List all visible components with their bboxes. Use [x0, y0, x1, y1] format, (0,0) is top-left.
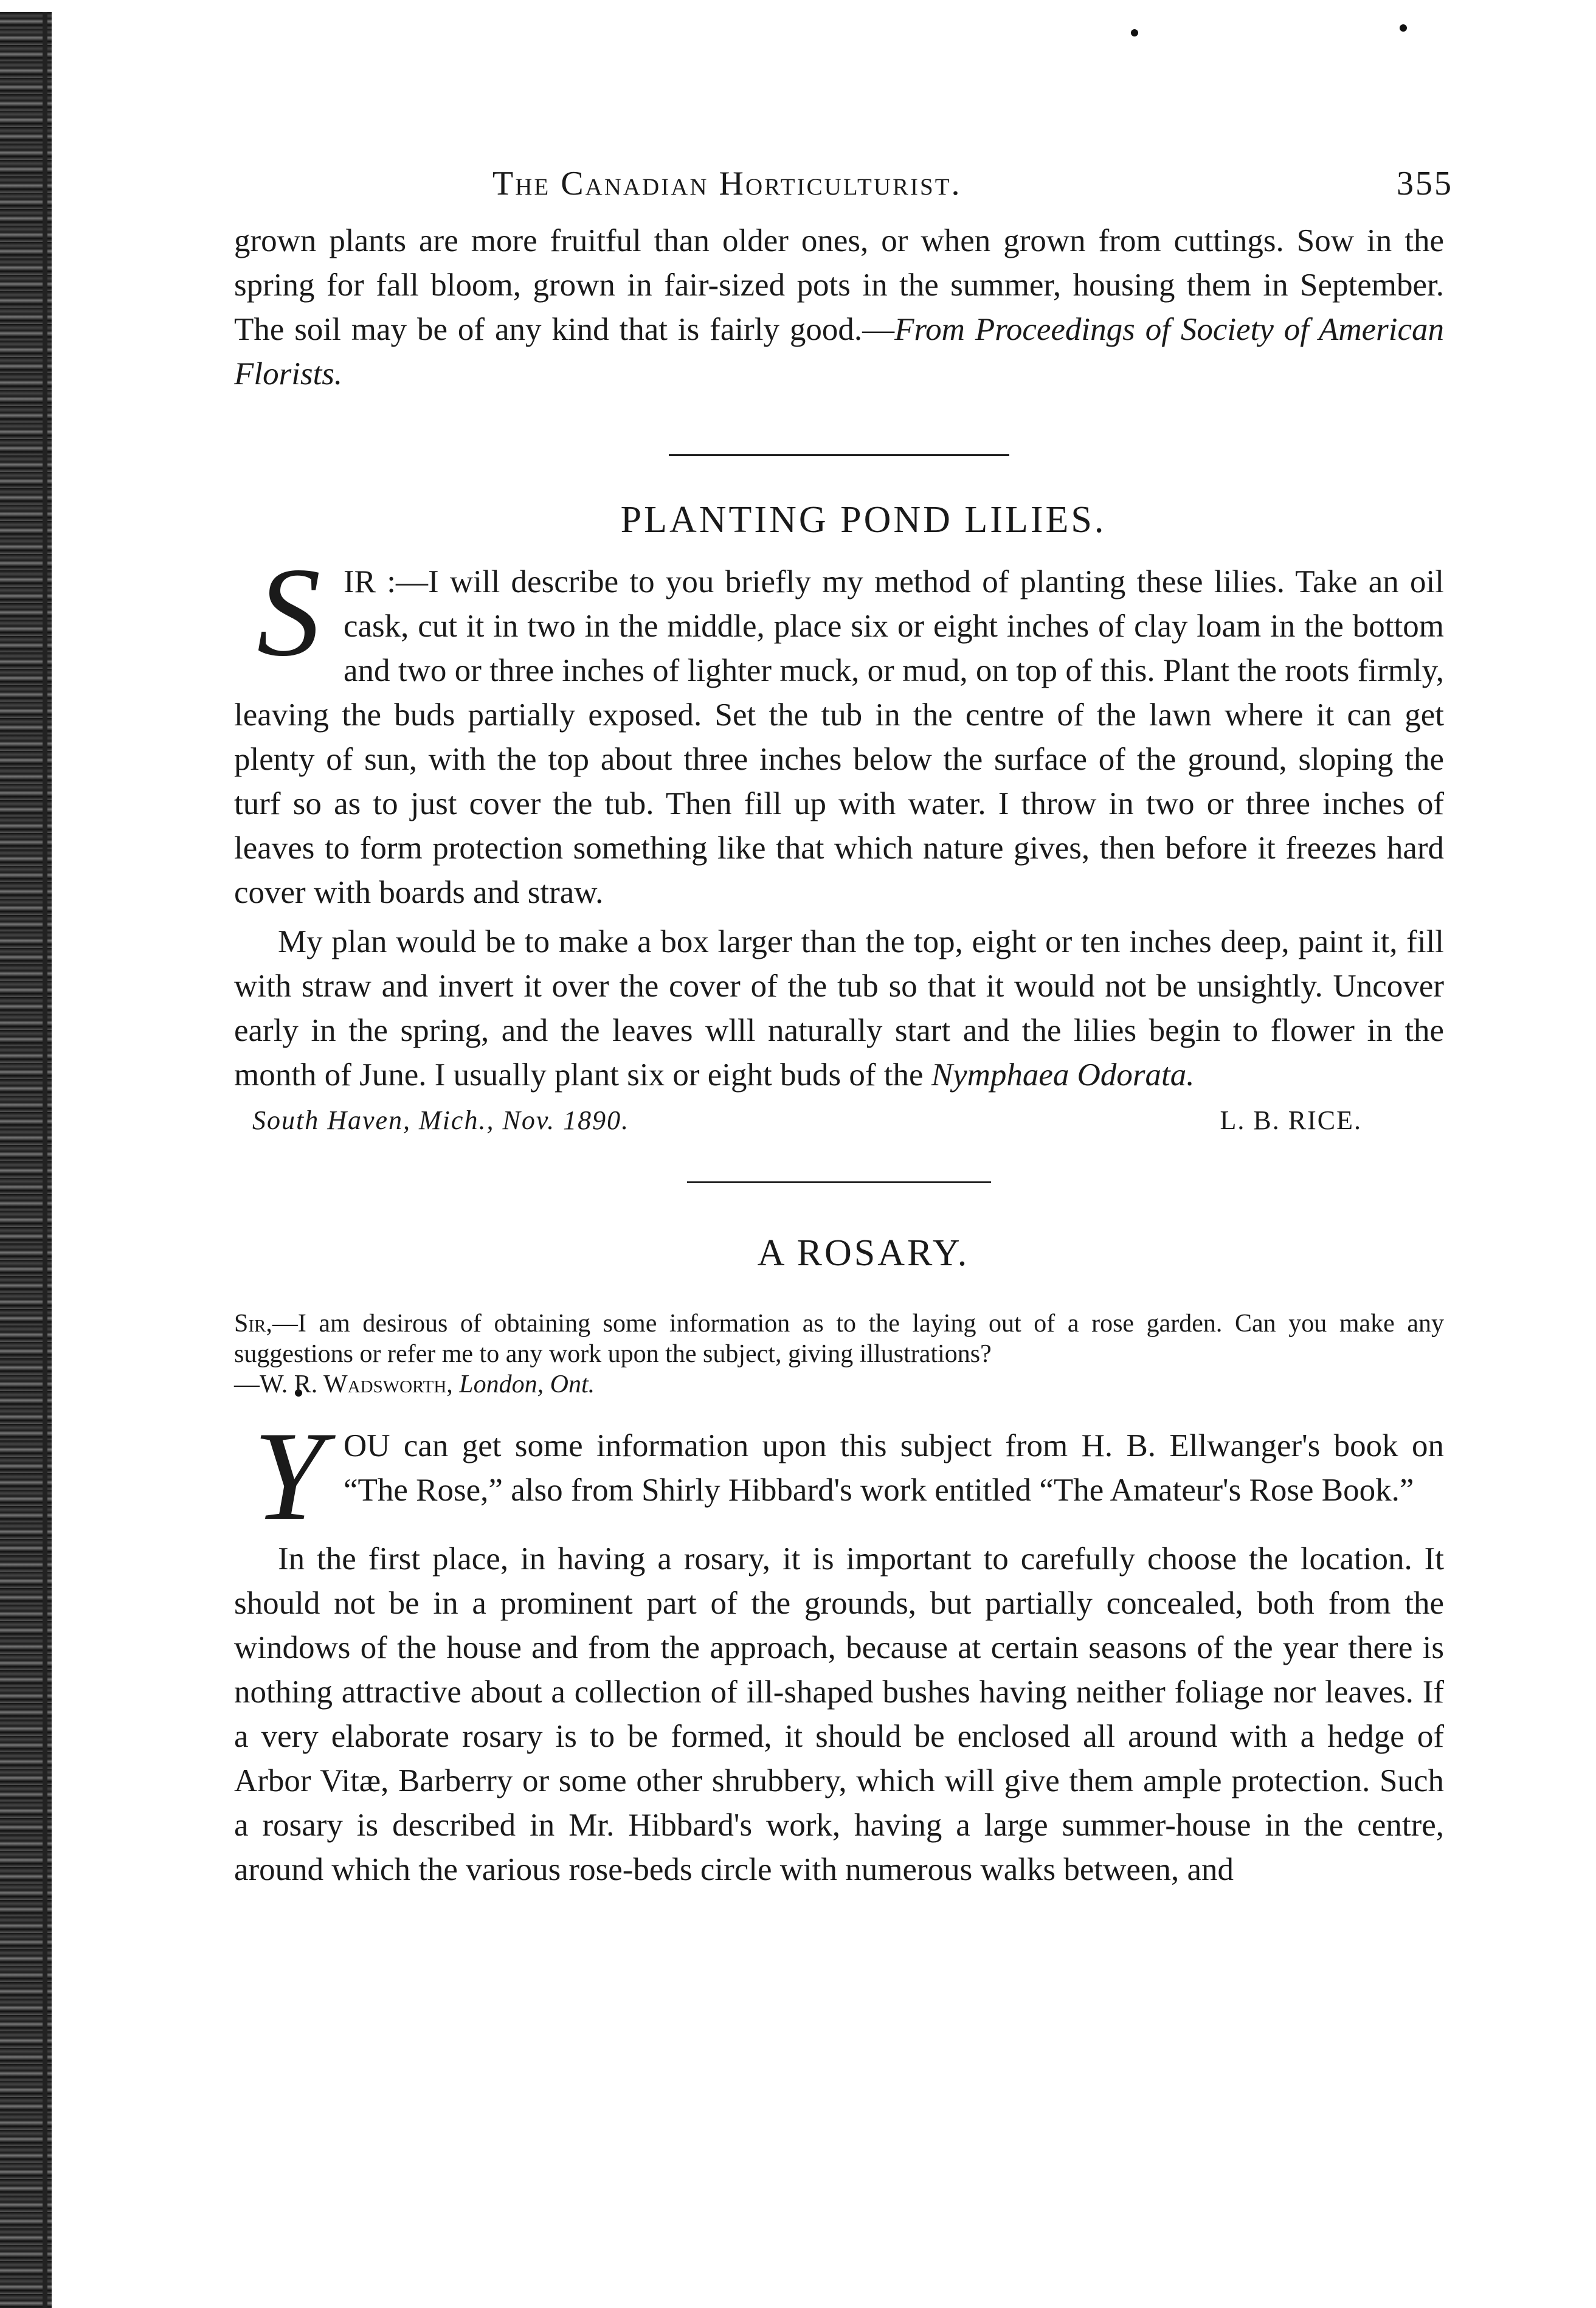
pond-lilies-paragraph-2 — [234, 920, 1444, 1097]
drop-cap-y: Y — [253, 1406, 325, 1547]
article-body-pond-lilies — [234, 542, 1444, 1136]
query-salutation: Sir, — [234, 1310, 272, 1338]
article-heading-pond-lilies: PLANTING POND LILIES. — [620, 499, 1107, 541]
pond-lilies-paragraph-1 — [234, 542, 1444, 915]
species-name: Nymphaea Odorata. — [931, 1057, 1195, 1093]
pond-lilies-text-2: My plan would be to make a box larger than the top, eight or ten inches deep, paint it, fill with straw and invert it over the cover of the tub so that it would not be unsightly. Uncover early in the spring, and the leaves wlll naturally start and the lilies begin to flower in the month of June. I usually plant six or eight buds of the — [234, 924, 1444, 1093]
running-header — [234, 158, 1453, 207]
rosary-paragraph-1 — [234, 1406, 1444, 1547]
query-text: —I am desirous of obtaining some information as to the laying out of a rose garden. Can you make any suggestions or refer me to any work upon the subject, giving illustrations? — [234, 1310, 1444, 1368]
article-body-rosary — [234, 1406, 1444, 1892]
article-heading-rosary: A ROSARY. — [757, 1232, 970, 1274]
page-number: 355 — [1397, 165, 1453, 202]
running-title: The Canadian Horticulturist. — [492, 165, 962, 202]
rosary-paragraph-2 — [234, 1537, 1444, 1892]
section-divider — [669, 454, 1009, 456]
article-signature-line — [234, 1105, 1444, 1136]
reader-query — [234, 1308, 1444, 1400]
intro-source: From Proceedings of Society of American Florists. — [234, 312, 1444, 392]
drop-cap-s: S — [257, 542, 321, 683]
intro-text: grown plants are more fruitful than older ones, or when grown from cuttings. Sow in the spring for fall bloom, grown in fair-sized pots in the summer, housing them in September. The soil may be of any kind that is fairly good.— — [234, 223, 1444, 347]
query-place: London, Ont. — [459, 1370, 595, 1398]
book-binding-edge — [0, 12, 52, 2308]
pond-lilies-text-1: IR :—I will describe to you briefly my method of planting these lilies. Take an oil cask, cut it in two in the middle, place six or eight inches of clay loam in the bottom and two or three inches of lighter muck, or mud, on top of this. Plant the roots firmly, leaving the buds partially exposed. Set the tub in the centre of the lawn where it can get plenty of sun, with the top about three inches below the surface of the ground, sloping the turf so as to just cover the tub. Then fill up with water. I throw in two or three inches of leaves to form protection something like that which nature gives, then before it freezes hard cover with boards and straw. — [234, 564, 1444, 910]
intro-paragraph — [234, 219, 1444, 396]
page-body — [234, 158, 1453, 1892]
rosary-text-2: In the first place, in having a rosary, it is important to carefully choose the location. It should not be in a prominent part of the grounds, but partially concealed, both from the windows of the house and from the approach, because at certain seasons of the year there is nothing attractive about a collection of ill-shaped bushes having neither foliage nor leaves. If a very elaborate rosary is to be formed, it should be enclosed all around with a hedge of Arbor Vitæ, Barberry or some other shrubbery, which will give them ample protection. Such a rosary is described in Mr. Hibbard's work, having a large summer-house in the centre, around which the various rose-beds circle with numerous walks between, and — [234, 1541, 1444, 1887]
signature-place-date: South Haven, Mich., Nov. 1890. — [252, 1105, 630, 1135]
signature-author: L. B. RICE. — [1220, 1105, 1362, 1135]
section-divider — [687, 1181, 991, 1183]
rosary-text-1: OU can get some information upon this subject from H. B. Ellwanger's book on “The Rose,” also from Shirly Hibbard's work entitled “The Amateur's Rose Book.” — [344, 1428, 1444, 1508]
speck-mark — [1400, 24, 1407, 32]
speck-mark — [1131, 29, 1138, 36]
query-author: —W. R. Wadsworth, — [234, 1370, 453, 1398]
